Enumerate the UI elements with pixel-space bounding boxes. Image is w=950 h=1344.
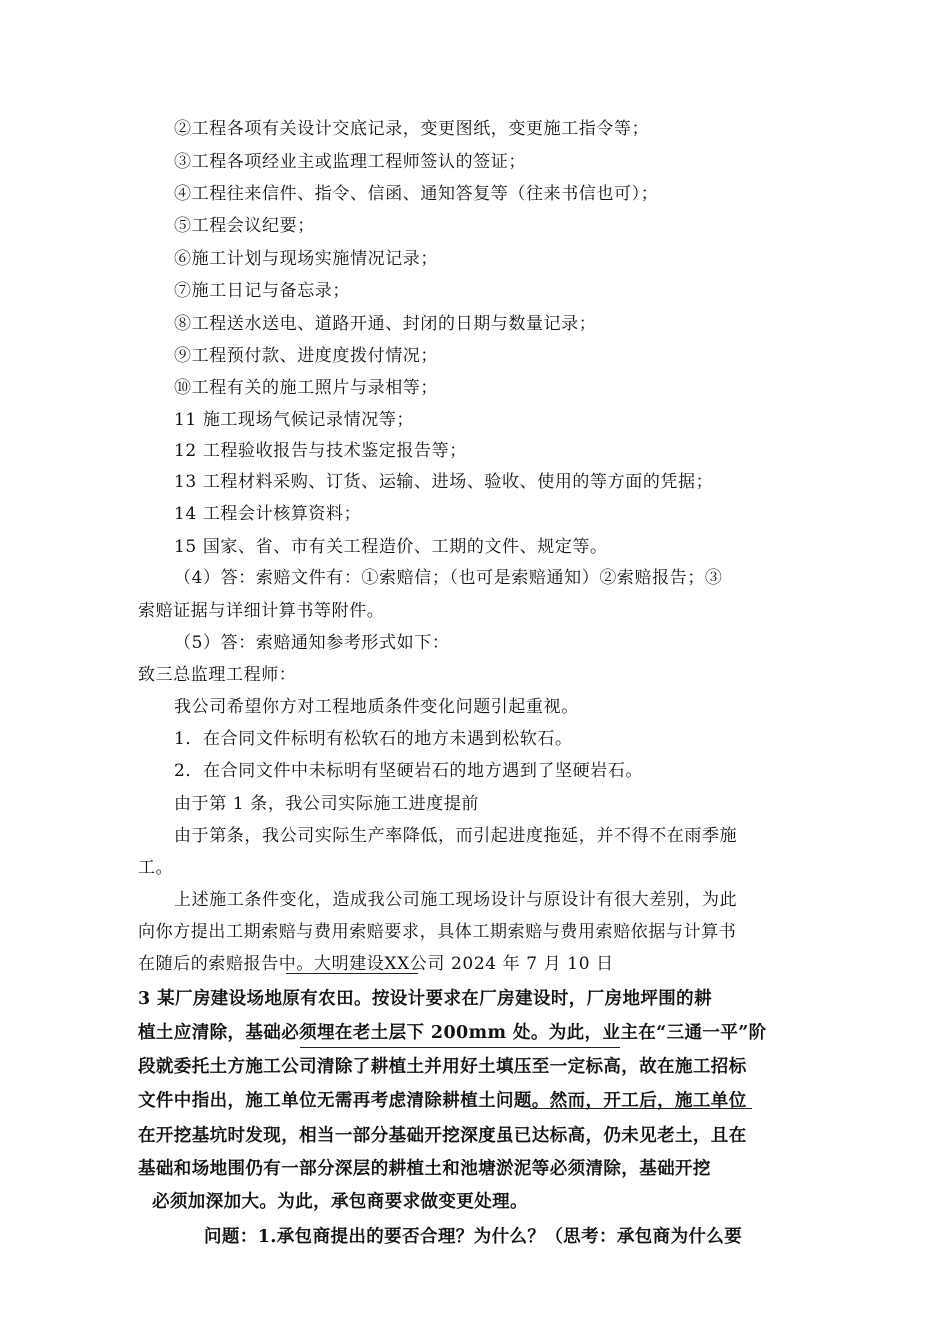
letter-summary-signature: 在随后的索赔报告中。大明建设XX公司 2024 年 7 月 10 日 [138,954,614,974]
list-item: ⑥施工计划与现场实施情况记录； [174,249,438,269]
underline-mark [300,1047,620,1048]
list-item: ⑨工程预付款、进度度拨付情况； [174,346,438,366]
case-3-line: 植土应清除，基础必须埋在老土层下 200mm 处。为此，业主在“三通一平”阶 [138,1023,767,1043]
case-3-line: 文件中指出，施工单位无需再考虑清除耕植土问题。然而，开工后，施工单位 [138,1091,747,1111]
letter-reason-2-cont: 工。 [138,858,174,878]
list-item: ③工程各项经业主或监理工程师签认的签证； [174,152,526,172]
list-item: ⑤工程会议纪要； [174,216,315,236]
list-item: ⑩工程有关的施工照片与录相等； [174,378,438,398]
list-item: ⑦施工日记与备忘录； [174,281,350,301]
answer-4-line-1: （4）答：索赔文件有：①索赔信；（也可是索赔通知）②索赔报告；③ [174,568,723,588]
list-item: ②工程各项有关设计交底记录，变更图纸，变更施工指令等； [174,119,650,139]
list-item: ⑧工程送水送电、道路开通、封闭的日期与数量记录； [174,314,597,334]
letter-intro: 我公司希望你方对工程地质条件变化问题引起重视。 [174,697,579,717]
answer-4-line-2: 索赔证据与详细计算书等附件。 [138,601,385,621]
list-item: ④工程往来信件、指令、信函、通知答复等（往来书信也可）； [174,184,659,204]
list-item: 14 工程会计核算资料； [174,504,362,524]
letter-summary-cont: 向你方提出工期索赔与费用索赔要求，具体工期索赔与费用索赔依据与计算书 [138,922,737,942]
letter-reason-2: 由于第条，我公司实际生产率降低，而引起进度拖延，并不得不在雨季施 [174,826,738,846]
case-3-line: 必须加深加大。为此，承包商要求做变更处理。 [152,1192,528,1212]
list-item: 11 施工现场气候记录情况等； [174,410,415,430]
underline-mark [286,973,418,974]
case-3-line: 3 某厂房建设场地原有农田。按设计要求在厂房建设时，厂房地坪围的耕 [138,989,712,1009]
underline-mark [530,1108,752,1109]
case-3-line: 基础和场地围仍有一部分深层的耕植土和池塘淤泥等必须清除，基础开挖 [138,1159,711,1179]
letter-reason-1: 由于第 1 条，我公司实际施工进度提前 [174,794,480,814]
letter-summary: 上述施工条件变化，造成我公司施工现场设计与原设计有很大差别，为此 [174,890,738,910]
case-3-line: 段就委托土方施工公司清除了耕植土并用好土填压至一定标高，故在施工招标 [138,1057,747,1077]
case-3-question: 问题：1.承包商提出的要否合理？为什么？（思考：承包商为什么要 [204,1227,743,1247]
list-item: 12 工程验收报告与技术鉴定报告等； [174,441,467,461]
list-item: 15 国家、省、市有关工程造价、工期的文件、规定等。 [174,537,608,557]
answer-5: （5）答：索赔通知参考形式如下： [174,633,450,653]
letter-salutation: 致三总监理工程师： [138,665,297,685]
case-3-line: 在开挖基坑时发现，相当一部分基础开挖深度虽已达标高，仍未见老土，且在 [138,1126,747,1146]
letter-point-2: 2．在合同文件中未标明有坚硬岩石的地方遇到了坚硬岩石。 [174,761,644,781]
letter-point-1: 1．在合同文件标明有松软石的地方未遇到松软石。 [174,729,573,749]
list-item: 13 工程材料采购、订货、运输、进场、验收、使用的等方面的凭据； [174,472,714,492]
